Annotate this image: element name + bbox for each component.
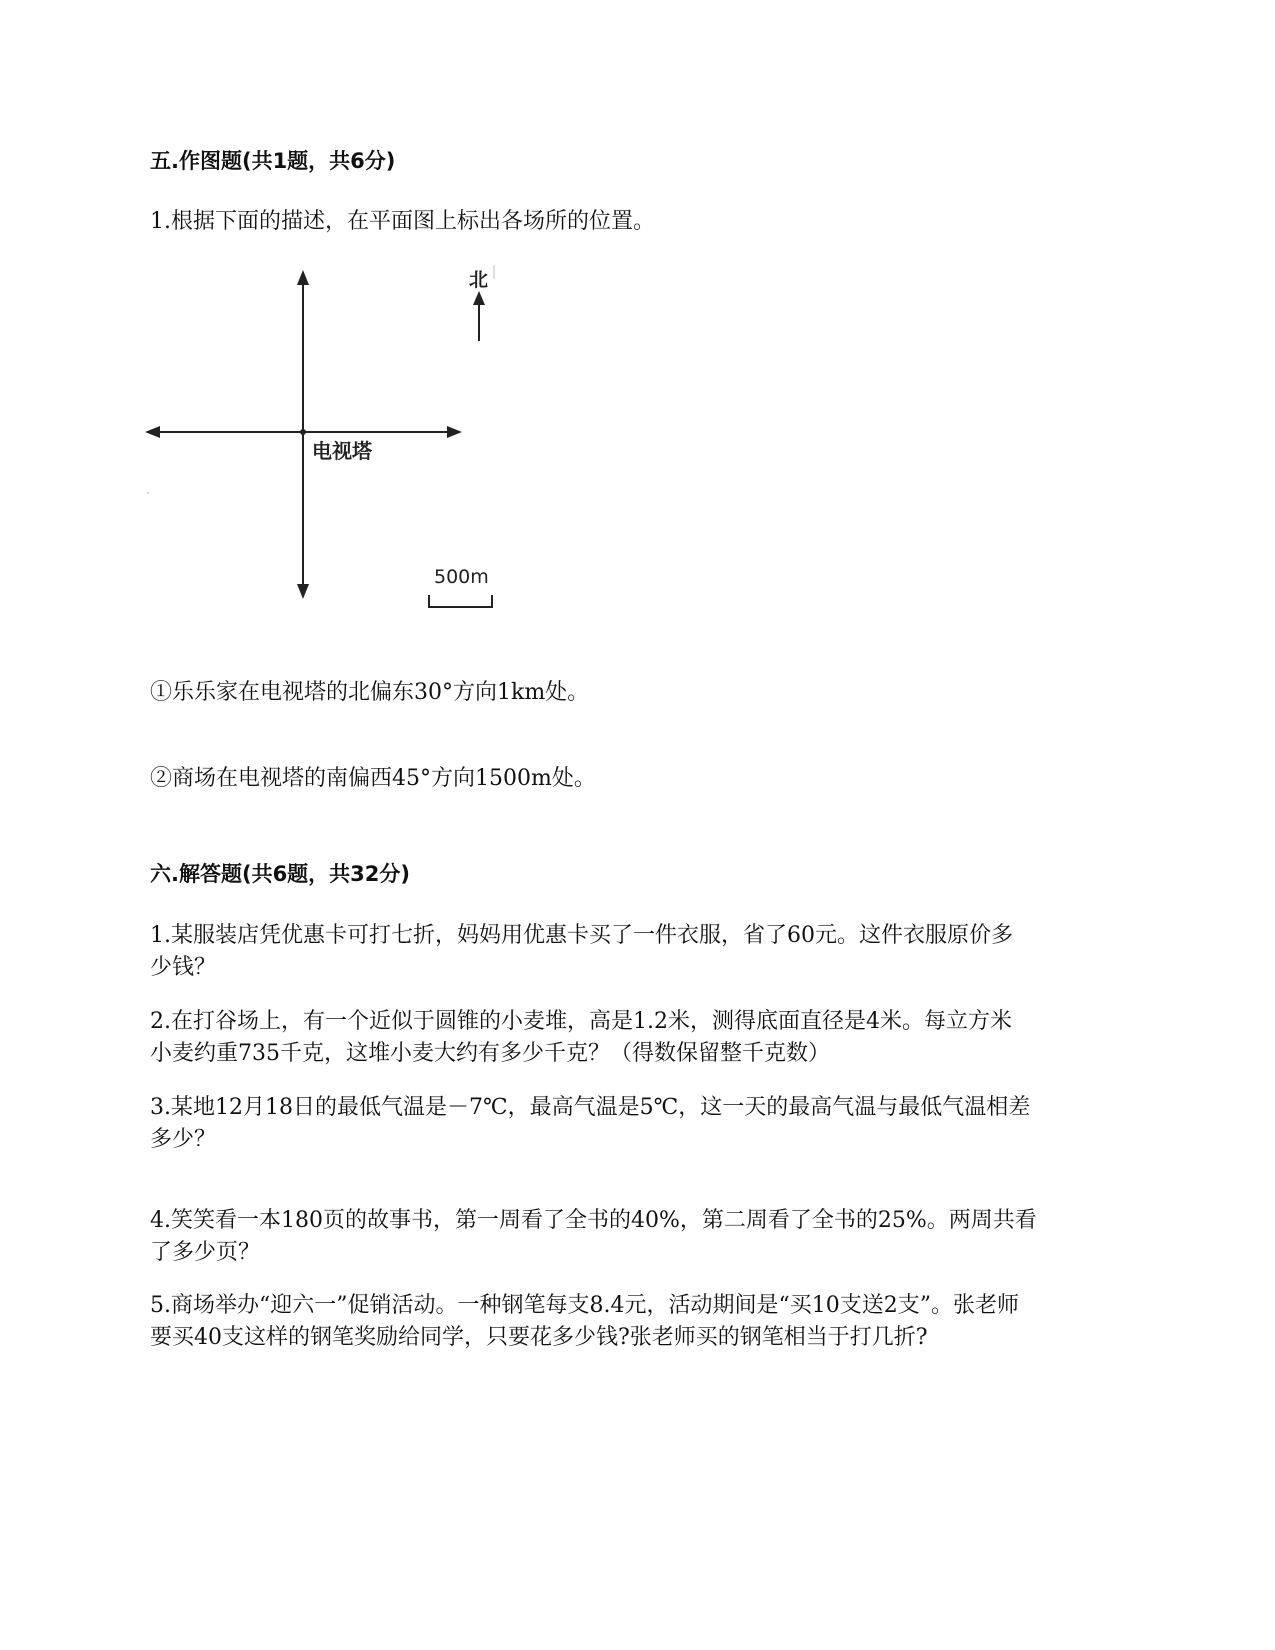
axis-arrow-right	[447, 426, 462, 438]
north-arrow-icon	[473, 291, 485, 305]
section-5-heading: 五.作图题(共1题，共6分)	[150, 149, 396, 173]
question-6-1	[150, 920, 1130, 984]
tv-tower-label: 电视塔	[312, 439, 372, 463]
question-6-3	[150, 1092, 1130, 1156]
scale-bar	[429, 595, 492, 607]
question-6-2-line1: 2.在打谷场上，有一个近似于圆锥的小麦堆，高是1.2米，测得底面直径是4米。每立方米	[150, 1009, 1012, 1034]
question-6-1-line1: 1.某服装店凭优惠卡可打七折，妈妈用优惠卡买了一件衣服，省了60元。这件衣服原价多	[150, 923, 1013, 948]
axis-arrow-left	[145, 426, 160, 438]
question-6-2	[150, 1006, 1130, 1070]
question-6-5-line2: 要买40支这样的钢笔奖励给同学，只要花多少钱?张老师买的钢笔相当于打几折?	[150, 1325, 928, 1350]
direction-diagram-svg	[140, 265, 540, 650]
question-6-4-line2: 了多少页？	[150, 1240, 261, 1265]
axis-arrow-up	[297, 270, 309, 285]
question-6-3-line1: 3.某地12月18日的最低气温是－7℃，最高气温是5℃，这一天的最高气温与最低气温相差	[150, 1095, 1031, 1120]
axis-arrow-down	[297, 584, 309, 599]
question-5-1-sub2: ②商场在电视塔的南偏西45°方向1500m处。	[150, 766, 596, 791]
scale-label: 500m	[434, 566, 489, 588]
question-6-5	[150, 1290, 1130, 1354]
direction-diagram	[140, 265, 540, 650]
question-6-4-line1: 4.笑笑看一本180页的故事书，第一周看了全书的40%，第二周看了全书的25%。两周共看	[150, 1208, 1037, 1233]
scan-speck	[147, 492, 149, 494]
question-6-2-line2: 小麦约重735千克，这堆小麦大约有多少千克？（得数保留整千克数）	[150, 1041, 830, 1066]
question-6-5-line1: 5.商场举办“迎六一”促销活动。一种钢笔每支8.4元，活动期间是“买10支送2支”。张老师	[150, 1293, 1019, 1318]
question-6-4	[150, 1205, 1130, 1269]
question-6-1-line2: 少钱？	[150, 955, 217, 980]
tv-tower-point	[300, 429, 306, 435]
question-6-3-line2: 多少？	[150, 1127, 217, 1152]
north-label: 北	[469, 269, 489, 291]
section-6-heading: 六.解答题(共6题，共32分)	[150, 862, 411, 886]
question-5-1-sub1: ①乐乐家在电视塔的北偏东30°方向1km处。	[150, 680, 590, 705]
question-5-1-prompt: 1.根据下面的描述，在平面图上标出各场所的位置。	[150, 209, 655, 234]
